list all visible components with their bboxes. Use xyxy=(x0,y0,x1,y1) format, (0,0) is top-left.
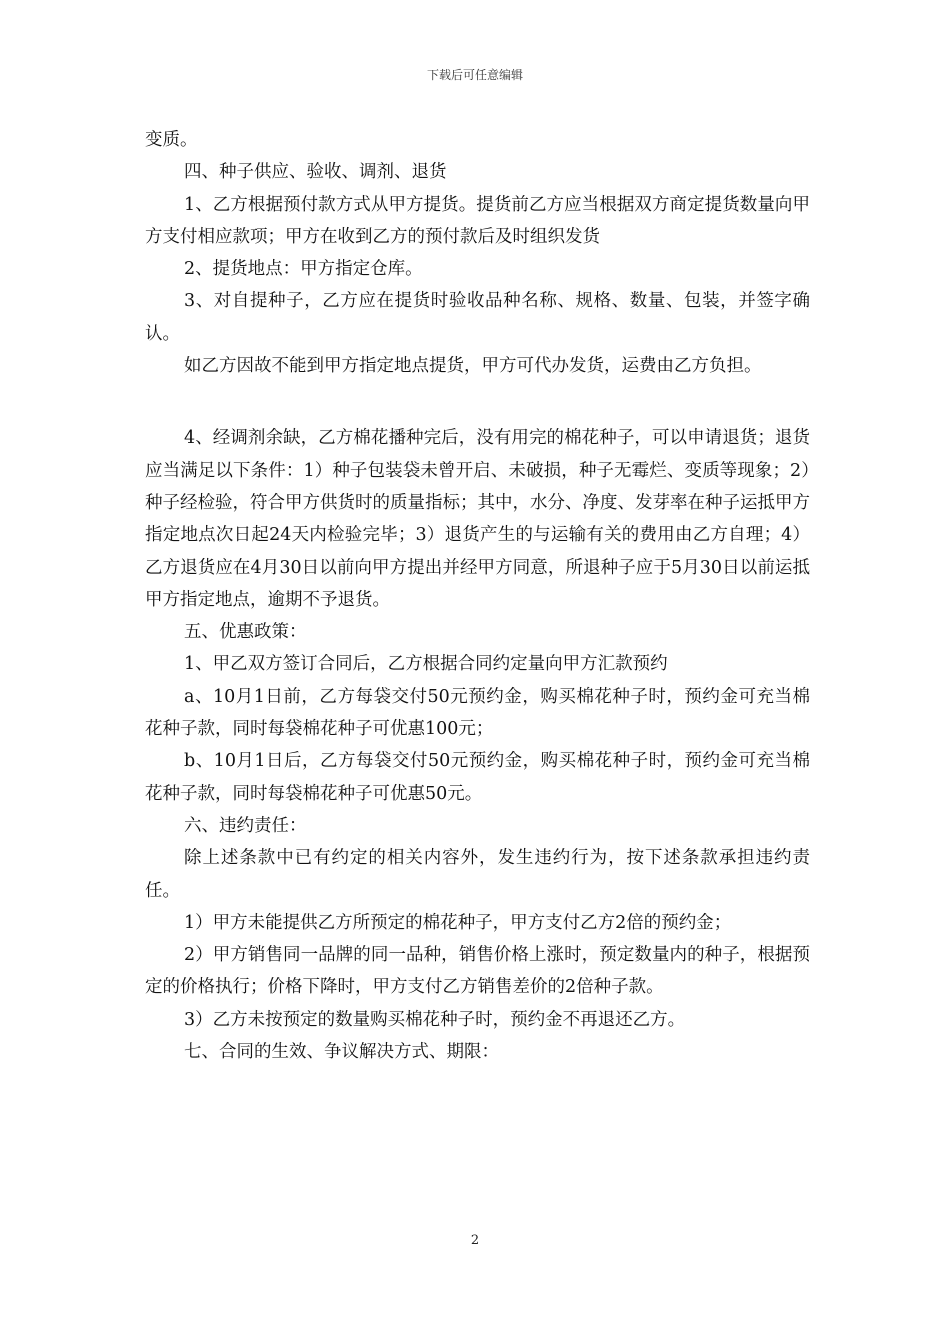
paragraph: 除上述条款中已有约定的相关内容外，发生违约行为，按下述条款承担违约责任。 xyxy=(145,848,810,901)
paragraph: 3、对自提种子，乙方应在提货时验收品种名称、规格、数量、包装，并签字确认。 xyxy=(145,291,810,344)
paragraph: 1）甲方未能提供乙方所预定的棉花种子，甲方支付乙方2倍的预约金； xyxy=(184,912,732,933)
paragraph: 1、甲乙双方签订合同后，乙方根据合同约定量向甲方汇款预约 xyxy=(184,654,668,675)
paragraph: 如乙方因故不能到甲方指定地点提货，甲方可代办发货，运费由乙方负担。 xyxy=(184,356,762,377)
section-heading: 六、违约责任： xyxy=(184,815,307,836)
paragraph: a、10月1日前，乙方每袋交付50元预约金，购买棉花种子时，预约金可充当棉花种子款，同时每袋棉花种子可优惠100元； xyxy=(145,686,810,740)
paragraph: 4、经调剂余缺，乙方棉花播种完后，没有用完的棉花种子，可以申请退货；退货应当满足以下条件：1）种子包装袋未曾开启、未破损，种子无霉烂、变质等现象；2）种子经检验，符合甲方供货时的质量指标；其中，水分、净度、发芽率在种子运抵甲方指定地点次日起24天内检验完毕；3）退货产生的与运输有关的费用由乙方自理；4）乙方退货应在4月30日以前向甲方提出并经甲方同意，所退种子应于5月30日以前运抵甲方指定地点，逾期不予退货。 xyxy=(145,428,810,610)
section-heading: 四、种子供应、验收、调剂、退货 xyxy=(184,162,447,183)
paragraph: 1、乙方根据预付款方式从甲方提货。提货前乙方应当根据双方商定提货数量向甲方支付相应款项；甲方在收到乙方的预付款后及时组织发货 xyxy=(145,194,810,247)
paragraph: 2、提货地点：甲方指定仓库。 xyxy=(184,259,423,280)
paragraph: 变质。 xyxy=(145,130,198,150)
paragraph: b、10月1日后，乙方每袋交付50元预约金，购买棉花种子时，预约金可充当棉花种子款，同时每袋棉花种子可优惠50元。 xyxy=(145,751,810,804)
section-heading: 七、合同的生效、争议解决方式、期限： xyxy=(184,1042,499,1063)
page-number: 2 xyxy=(470,1233,480,1248)
page-header: 下载后可任意编辑 xyxy=(426,68,523,82)
section-heading: 五、优惠政策： xyxy=(184,622,307,643)
document-body xyxy=(145,124,810,1068)
blank-line xyxy=(145,382,810,422)
paragraph: 2）甲方销售同一品牌的同一品种，销售价格上涨时，预定数量内的种子，根据预定的价格执行；价格下降时，甲方支付乙方销售差价的2倍种子款。 xyxy=(145,945,810,998)
paragraph: 3）乙方未按预定的数量购买棉花种子时，预约金不再退还乙方。 xyxy=(184,1009,686,1030)
